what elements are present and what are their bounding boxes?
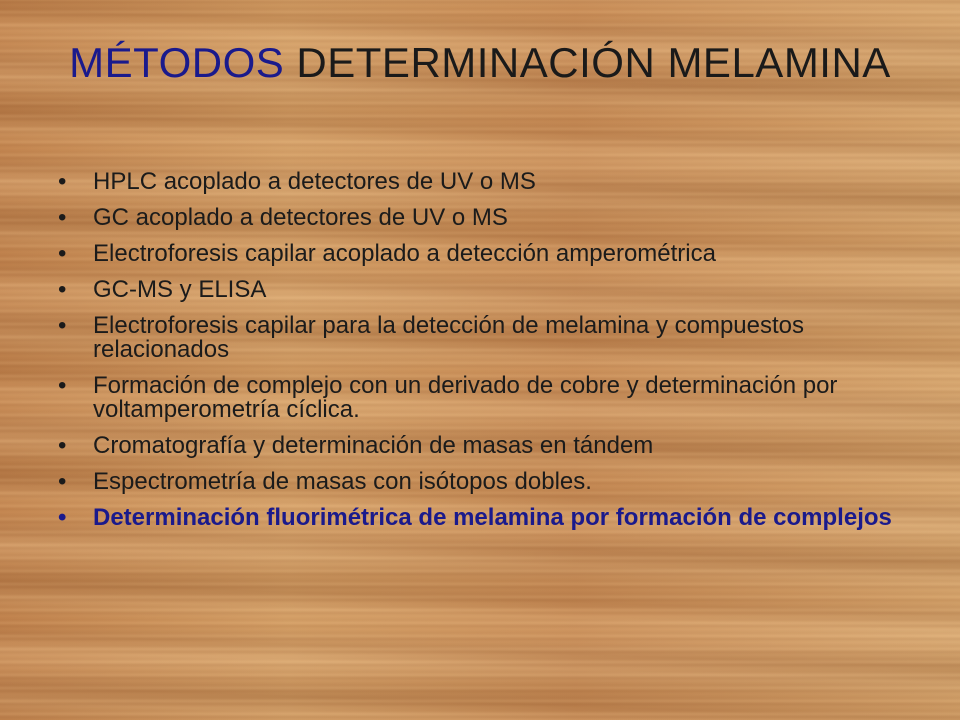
bullet-dot: • — [58, 372, 67, 399]
bullet-text: Cromatografía y determinación de masas en tándem — [93, 432, 654, 459]
bullet-text: Formación de complejo con un derivado de cobre y determinación por voltamperometría cíclica. — [93, 372, 838, 423]
bullet-item — [58, 242, 908, 266]
bullet-dot: • — [58, 168, 67, 195]
bullet-dot: • — [58, 312, 67, 339]
bullet-item — [58, 470, 908, 494]
bullet-item — [58, 170, 908, 194]
bullet-item — [58, 206, 908, 230]
bullet-text: Espectrometría de masas con isótopos dobles. — [93, 468, 592, 495]
bullet-dot: • — [58, 468, 67, 495]
bullet-dot: • — [58, 240, 67, 267]
bullet-text: HPLC acoplado a detectores de UV o MS — [93, 168, 536, 195]
bullet-text: Electroforesis capilar acoplado a detección amperométrica — [93, 240, 716, 267]
bullet-dot: • — [58, 204, 67, 231]
title-rest: DETERMINACIÓN MELAMINA — [284, 39, 891, 86]
bullet-item-highlight — [58, 506, 908, 530]
bullet-text: Determinación fluorimétrica de melamina por formación de complejos — [93, 504, 892, 531]
bullet-item — [58, 374, 908, 422]
bullet-text: GC-MS y ELISA — [93, 276, 267, 303]
bullet-dot: • — [58, 504, 67, 531]
bullet-text: GC acoplado a detectores de UV o MS — [93, 204, 508, 231]
bullet-dot: • — [58, 432, 67, 459]
title-accent: MÉTODOS — [69, 39, 285, 86]
bullet-item — [58, 434, 908, 458]
bullet-item — [58, 314, 908, 362]
bullet-text: Electroforesis capilar para la detección de melamina y compuestos relacionados — [93, 312, 805, 363]
slide-title — [40, 38, 920, 88]
bullet-item — [58, 278, 908, 302]
bullet-list — [58, 170, 908, 542]
bullet-dot: • — [58, 276, 67, 303]
